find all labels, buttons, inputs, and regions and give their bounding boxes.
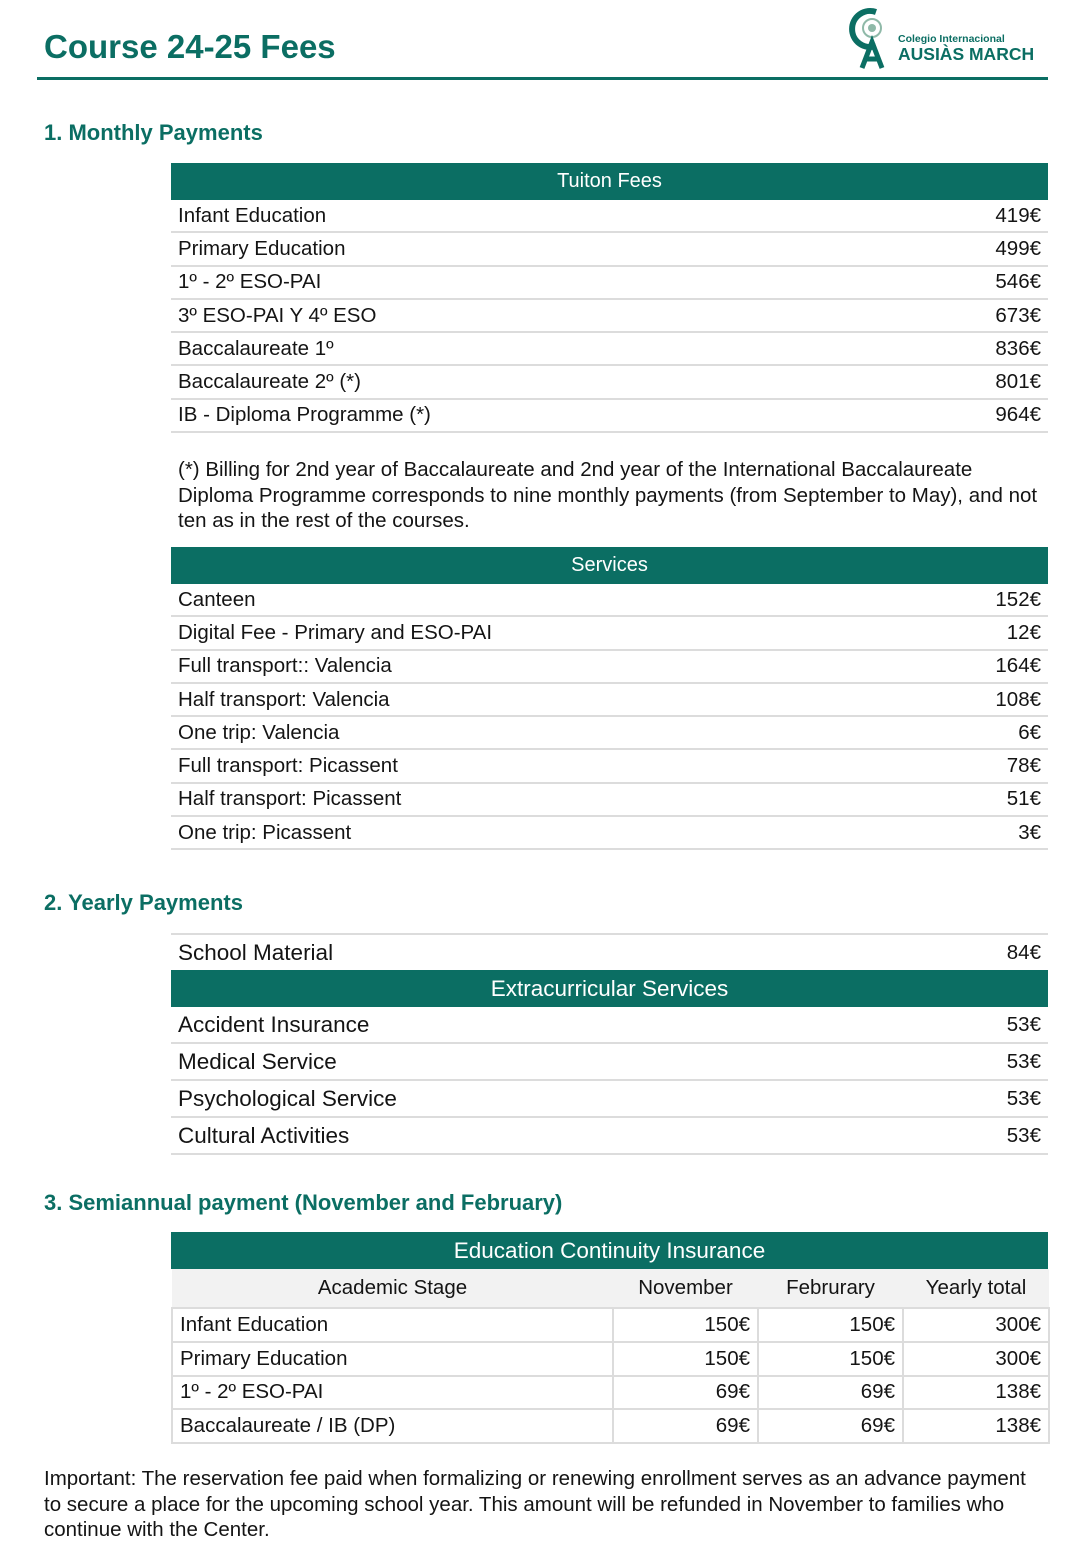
february-cell: 69€ (758, 1376, 903, 1410)
extracurricular-table (171, 1007, 1048, 1155)
table-row (171, 200, 1048, 233)
row-label: Full transport:: Valencia (178, 654, 392, 678)
stage-cell: Baccalaureate / IB (DP) (172, 1409, 613, 1443)
row-amount: 78€ (1006, 754, 1041, 778)
row-amount: 964€ (995, 403, 1041, 427)
row-label: Accident Insurance (178, 1011, 370, 1037)
row-label: Baccalaureate 1º (178, 336, 334, 360)
row-label: One trip: Picassent (178, 820, 352, 844)
row-label: Cultural Activities (178, 1122, 350, 1148)
row-amount: 12€ (1006, 620, 1041, 644)
february-cell: 150€ (758, 1342, 903, 1376)
row-label: 3º ESO-PAI Y 4º ESO (178, 303, 377, 327)
november-cell: 69€ (613, 1376, 758, 1410)
important-note: Important: The reservation fee paid when formalizing or renewing enrollment serves as an advance payment to secure a place for the upcoming school year. This amount will be refunded in November to families who continue with the Center. (44, 1467, 1026, 1542)
table-row (171, 750, 1048, 783)
table-row (171, 817, 1048, 850)
column-header: Academic Stage (172, 1269, 613, 1308)
november-cell: 69€ (613, 1409, 758, 1443)
services-table (171, 584, 1048, 850)
table-row (171, 300, 1048, 333)
table-row (172, 1308, 1049, 1342)
table-row (172, 1342, 1049, 1376)
table-row (171, 267, 1048, 300)
tuition-fees-table (171, 200, 1048, 433)
table-row (171, 1044, 1048, 1081)
row-amount: 6€ (1018, 720, 1041, 744)
row-label: Full transport: Picassent (178, 754, 398, 778)
row-amount: 836€ (995, 336, 1041, 360)
row-amount: 3€ (1018, 820, 1041, 844)
row-label: Baccalaureate 2º (*) (178, 370, 361, 394)
row-amount: 546€ (995, 270, 1041, 294)
table-row (171, 717, 1048, 750)
stage-cell: Infant Education (172, 1308, 613, 1342)
february-cell: 69€ (758, 1409, 903, 1443)
table-row (171, 233, 1048, 266)
logo-subtitle: Colegio Internacional (898, 33, 1005, 45)
row-amount: 164€ (995, 654, 1041, 678)
row-label: Infant Education (178, 203, 327, 227)
table-row (171, 617, 1048, 650)
column-header: Februrary (758, 1269, 903, 1308)
table-row (171, 584, 1048, 617)
yearly-total-cell: 138€ (903, 1409, 1049, 1443)
november-cell: 150€ (613, 1308, 758, 1342)
table-row (171, 684, 1048, 717)
row-label: Half transport: Picassent (178, 787, 402, 811)
table-header-row (172, 1269, 1049, 1308)
row-label: Primary Education (178, 236, 346, 260)
row-amount: 108€ (995, 687, 1041, 711)
section-title-monthly: 1. Monthly Payments (44, 120, 263, 145)
row-label: One trip: Valencia (178, 720, 340, 744)
row-label: School Material (178, 939, 334, 965)
yearly-total-cell: 300€ (903, 1308, 1049, 1342)
row-amount: 499€ (995, 236, 1041, 260)
billing-note: (*) Billing for 2nd year of Baccalaureate and 2nd year of the International Baccalaureate Diploma Programme corresponds to nine monthly payments (from September to May), and not ten as in the rest of the courses. (178, 458, 1038, 533)
table-row (171, 1118, 1048, 1155)
row-amount: 419€ (995, 203, 1041, 227)
yearly-total-cell: 300€ (903, 1342, 1049, 1376)
row-label: Canteen (178, 587, 256, 611)
school-logo (846, 6, 1040, 70)
school-emblem-icon (846, 6, 892, 70)
november-cell: 150€ (613, 1342, 758, 1376)
row-amount: 801€ (995, 370, 1041, 394)
february-cell: 150€ (758, 1308, 903, 1342)
row-label: Half transport: Valencia (178, 687, 390, 711)
services-header: Services (171, 547, 1048, 584)
school-material-row (171, 933, 1048, 970)
logo-name: AUSIÀS MARCH (898, 44, 1035, 64)
row-amount: 53€ (1006, 1123, 1041, 1147)
row-label: IB - Diploma Programme (*) (178, 403, 431, 427)
continuity-insurance-header: Education Continuity Insurance (171, 1232, 1048, 1269)
row-amount: 53€ (1006, 1049, 1041, 1073)
column-header: Yearly total (903, 1269, 1049, 1308)
row-amount: 84€ (1006, 940, 1041, 964)
page-header (37, 0, 1048, 80)
section-title-yearly: 2. Yearly Payments (44, 890, 243, 915)
table-row (171, 935, 1048, 970)
table-row (171, 366, 1048, 399)
stage-cell: Primary Education (172, 1342, 613, 1376)
table-row (172, 1409, 1049, 1443)
table-row (171, 1081, 1048, 1118)
row-label: Psychological Service (178, 1085, 397, 1111)
row-label: Medical Service (178, 1048, 337, 1074)
table-row (172, 1376, 1049, 1410)
row-amount: 152€ (995, 587, 1041, 611)
tuition-fees-header: Tuiton Fees (171, 163, 1048, 200)
row-amount: 53€ (1006, 1086, 1041, 1110)
row-amount: 673€ (995, 303, 1041, 327)
page-title: Course 24-25 Fees (44, 28, 336, 65)
section-title-semiannual: 3. Semiannual payment (November and February) (44, 1190, 563, 1215)
table-row (171, 1007, 1048, 1044)
yearly-total-cell: 138€ (903, 1376, 1049, 1410)
column-header: November (613, 1269, 758, 1308)
stage-cell: 1º - 2º ESO-PAI (172, 1376, 613, 1410)
row-amount: 53€ (1006, 1012, 1041, 1036)
continuity-insurance-table (171, 1269, 1050, 1444)
table-row (171, 333, 1048, 366)
table-row (171, 400, 1048, 433)
table-row (171, 651, 1048, 684)
table-row (171, 784, 1048, 817)
extracurricular-header: Extracurricular Services (171, 970, 1048, 1007)
row-amount: 51€ (1006, 787, 1041, 811)
row-label: 1º - 2º ESO-PAI (178, 270, 322, 294)
row-label: Digital Fee - Primary and ESO-PAI (178, 620, 493, 644)
